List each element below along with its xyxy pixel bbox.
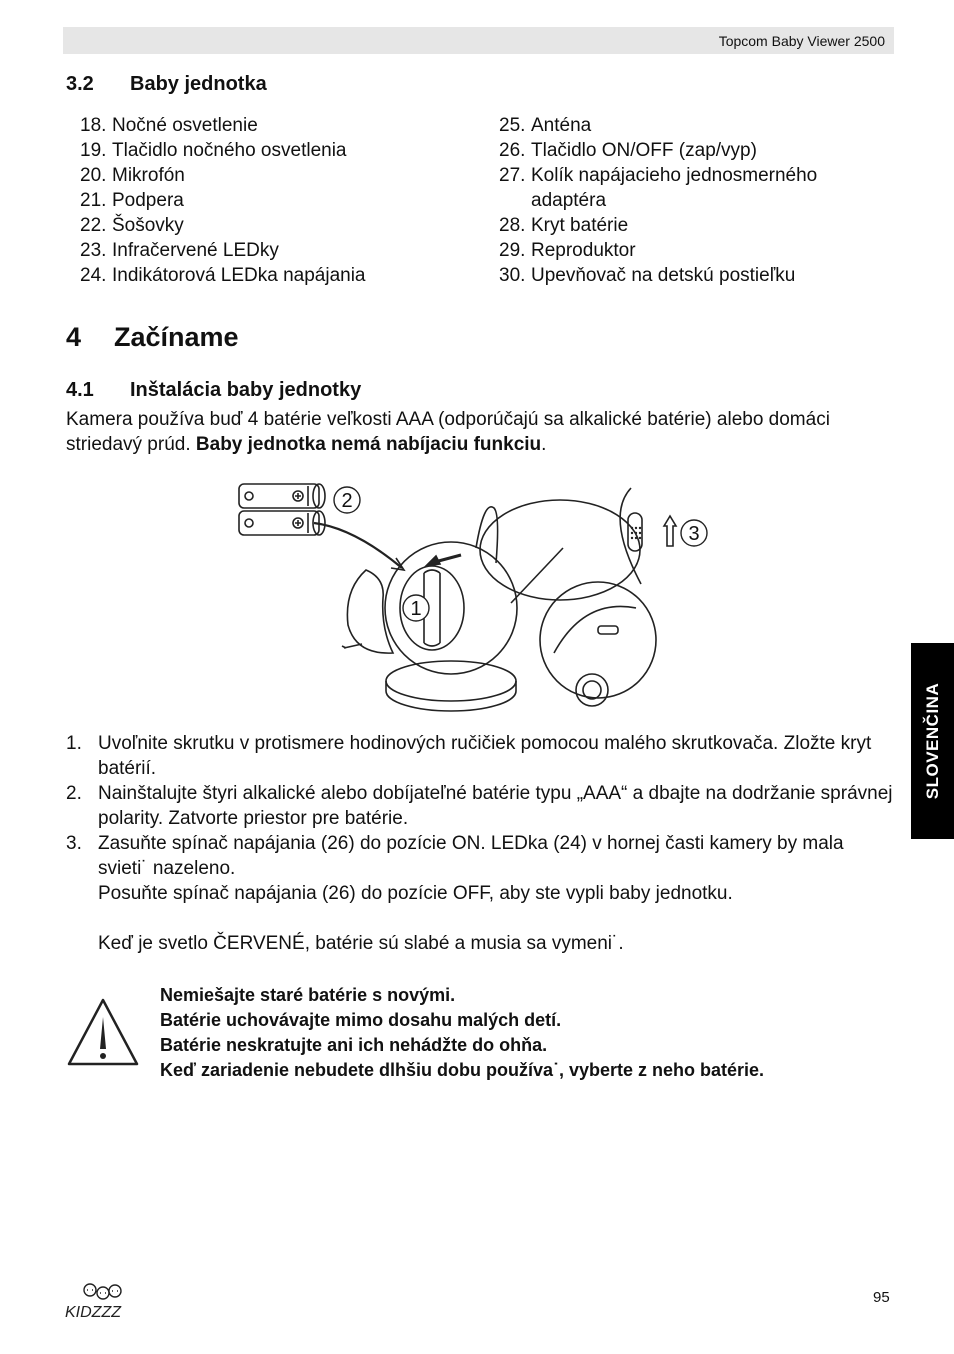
section-title: Baby jednotka bbox=[130, 73, 267, 95]
step-3-off-note: Posuňte spínač napájania (26) do pozície OFF, aby ste vypli baby jednotku. bbox=[98, 883, 733, 904]
header-title: Topcom Baby Viewer 2500 bbox=[718, 33, 885, 49]
list-item: 22. Šošovky bbox=[80, 215, 184, 236]
list-item: 27. Kolík napájacieho jednosmerného bbox=[499, 165, 818, 186]
list-item: 25. Anténa bbox=[499, 115, 592, 136]
parts-list-right bbox=[499, 113, 817, 288]
list-item: 1. Uvoľnite skrutku v protismere hodinových ručičiek pomocou malého skrutkovača. Zložte kryt batérií. bbox=[66, 733, 872, 779]
section-title: Inštalácia baby jednotky bbox=[130, 379, 362, 401]
list-item: 21. Podpera bbox=[80, 190, 184, 211]
page-header bbox=[63, 27, 894, 54]
kidzzz-logo bbox=[63, 1278, 137, 1322]
intro-bold-note: Baby jednotka nemá nabíjaciu funkciu bbox=[195, 434, 542, 455]
section-number: 3.2 bbox=[66, 73, 94, 95]
list-item: 23. Infračervené LEDky bbox=[80, 240, 279, 261]
section-number: 4.1 bbox=[66, 379, 94, 401]
language-tab bbox=[911, 643, 954, 839]
parts-list-left bbox=[80, 113, 366, 288]
warning-icon bbox=[66, 997, 140, 1069]
list-item: 18. Nočné osvetlenie bbox=[80, 115, 258, 136]
section-4-1-heading bbox=[66, 379, 361, 402]
chapter-title: Začíname bbox=[114, 322, 239, 352]
list-item: 20. Mikrofón bbox=[80, 165, 185, 186]
language-tab-label: SLOVENČINA bbox=[922, 682, 942, 800]
step-3-battery-note: Keď je svetlo ČERVENÉ, batérie sú slabé a musia sa vymeni˙. bbox=[98, 933, 624, 954]
list-item-continuation: adaptéra bbox=[531, 190, 607, 211]
logo-text: KIDZZZ bbox=[65, 1304, 121, 1321]
battery-install-illustration bbox=[236, 478, 700, 714]
warning-text: Nemiešajte staré batérie s novými. Batérie uchovávajte mimo dosahu malých detí. Batérie neskratujte ani ich nehádžte do ohňa. Keď zariadenie nebudete dlhšiu dobu používa˙, vyberte z neho batérie. bbox=[160, 985, 765, 1080]
list-item: 2. Nainštalujte štyri alkalické alebo dobíjateľné batérie typu „AAA“ a dbajte na dodržanie správnej polarity. Zatvorte priestor pre batérie. bbox=[66, 783, 893, 829]
callout-3: 3 bbox=[688, 523, 700, 545]
battery-icon bbox=[239, 484, 325, 535]
chapter-number: 4 bbox=[66, 322, 82, 352]
section-3-2-heading bbox=[66, 73, 267, 96]
list-item: 29. Reproduktor bbox=[499, 240, 636, 261]
list-item: 3. Zasuňte spínač napájania (26) do pozície ON. LEDka (24) v hornej časti kamery by mala svieti˙ nazeleno. bbox=[66, 833, 844, 879]
list-item: 19. Tlačidlo nočného osvetlenia bbox=[80, 140, 347, 161]
instruction-steps bbox=[66, 731, 896, 956]
list-item: 28. Kryt batérie bbox=[499, 215, 629, 236]
intro-paragraph: Kamera používa buď 4 batérie veľkosti AAA (odporúčajú sa alkalické batérie) alebo domáci striedavý prúd. Baby jednotka nemá nabíjaciu funkciu. bbox=[66, 409, 830, 455]
list-item: 26. Tlačidlo ON/OFF (zap/vyp) bbox=[499, 140, 757, 161]
callout-2: 2 bbox=[341, 490, 353, 512]
list-item: 24. Indikátorová LEDka napájania bbox=[80, 265, 366, 286]
callout-1: 1 bbox=[410, 598, 422, 620]
page-number: 95 bbox=[873, 1289, 890, 1306]
chapter-4-heading bbox=[66, 322, 239, 353]
list-item: 30. Upevňovač na detskú postieľku bbox=[499, 265, 796, 286]
